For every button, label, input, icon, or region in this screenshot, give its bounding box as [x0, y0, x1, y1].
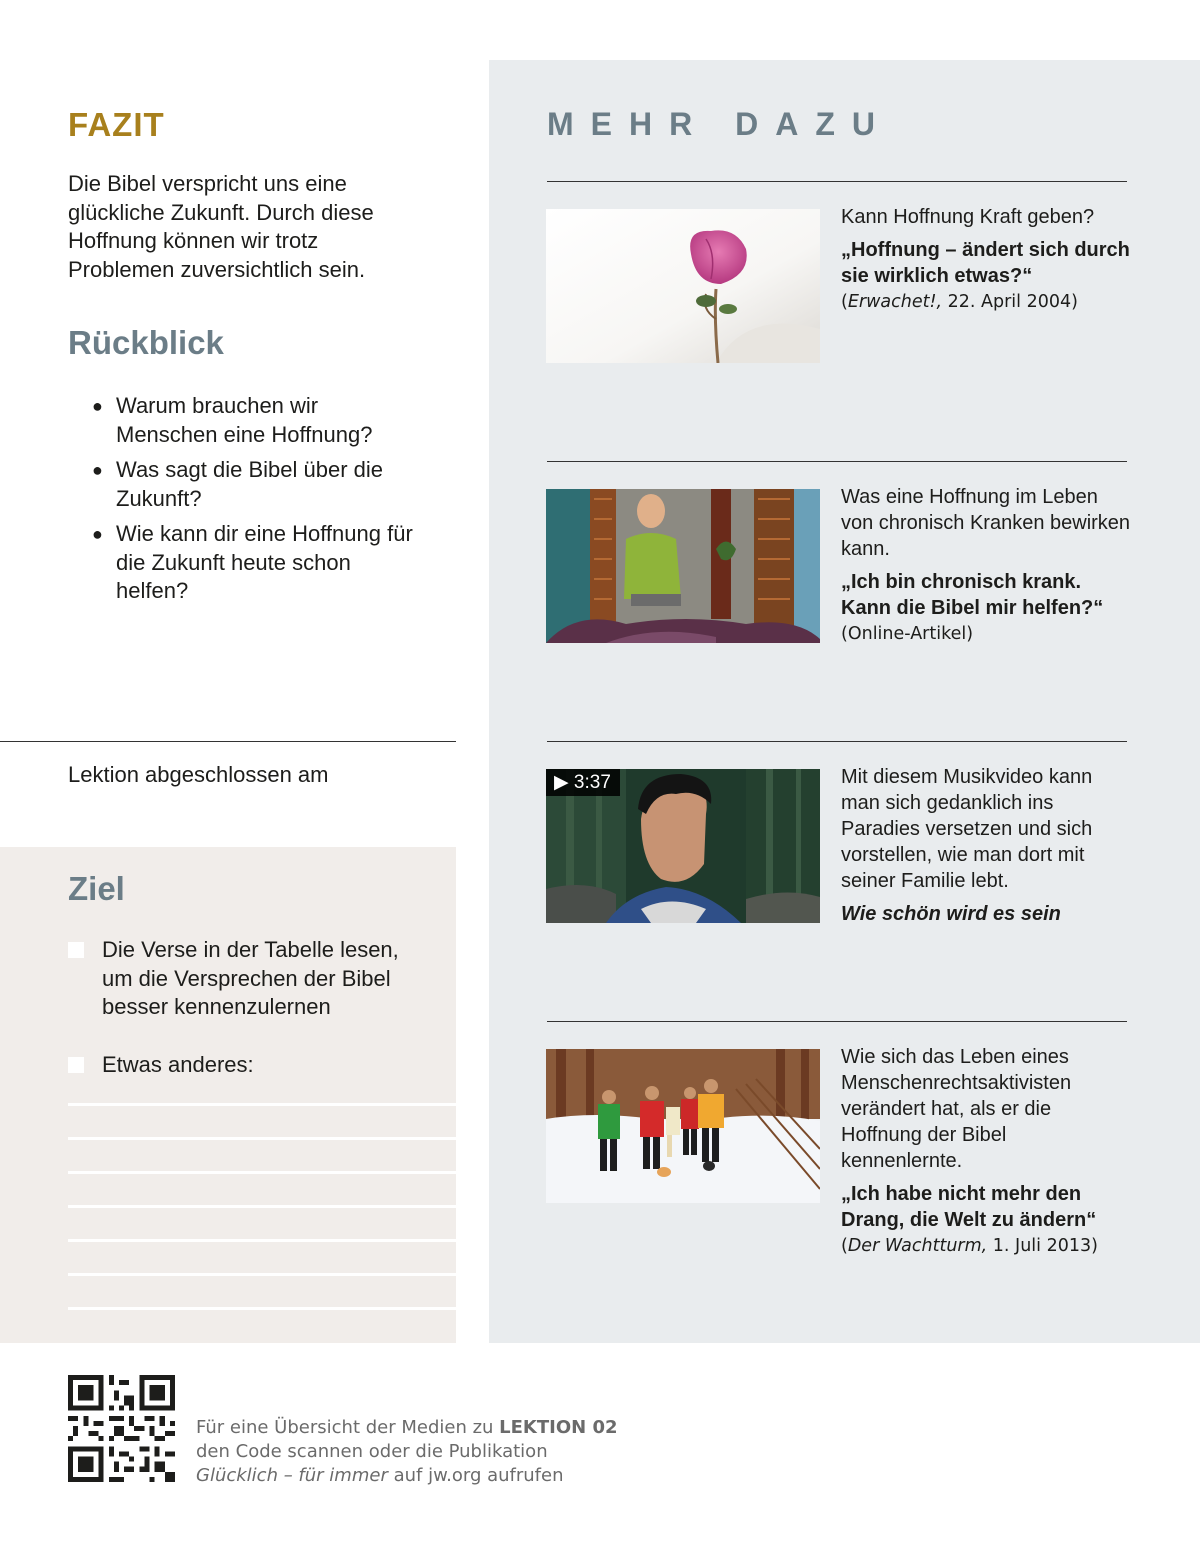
- media-title-link[interactable]: Wie schön wird es sein: [841, 903, 1061, 925]
- media-title-link[interactable]: „Ich bin chronisch krank. Kann die Bibel mir helfen?“: [841, 571, 1104, 619]
- media-entry-text: [841, 764, 1131, 927]
- ziel-heading: Ziel: [68, 870, 125, 907]
- bullet-icon: ●: [92, 460, 103, 480]
- play-icon: ▶: [554, 772, 569, 793]
- bullet-icon: ●: [92, 524, 103, 544]
- bullet-icon: ●: [92, 396, 103, 416]
- media-title-link[interactable]: „Ich habe nicht mehr den Drang, die Welt zu ändern“: [841, 1183, 1097, 1231]
- divider: [547, 181, 1127, 182]
- media-source: (Online-Artikel): [841, 624, 974, 644]
- divider: [547, 741, 1127, 742]
- checkbox[interactable]: [68, 942, 84, 958]
- media-source: (Erwachet!, 22. April 2004): [841, 292, 1078, 312]
- media-intro: Kann Hoffnung Kraft geben?: [841, 206, 1095, 228]
- fazit-heading: FAZIT: [68, 106, 165, 143]
- list-item: ● Wie kann dir eine Hoffnung für die Zukunft heute schon helfen?: [92, 521, 413, 603]
- write-line[interactable]: [68, 1205, 456, 1208]
- rueckblick-heading: Rückblick: [68, 324, 224, 361]
- divider: [547, 1021, 1127, 1022]
- media-entry-text: [841, 204, 1131, 315]
- write-line[interactable]: [68, 1137, 456, 1140]
- media-entry-text: [841, 484, 1131, 647]
- lesson-completed-label: Lektion abgeschlossen am: [68, 762, 329, 787]
- ziel-option-other[interactable]: Etwas anderes:: [68, 1051, 428, 1080]
- ziel-box: [0, 847, 456, 1343]
- ziel-option-verses[interactable]: Die Verse in der Tabelle lesen, um die Versprechen der Bibel besser kennenzulernen: [68, 936, 428, 1022]
- write-line[interactable]: [68, 1103, 456, 1106]
- media-title-link[interactable]: „Hoffnung – ändert sich durch sie wirklich etwas?“: [841, 239, 1130, 287]
- man-window-image[interactable]: [546, 489, 820, 643]
- write-line[interactable]: [68, 1239, 456, 1242]
- fazit-text: Die Bibel verspricht uns eine glückliche Zukunft. Durch diese Hoffnung können wir trotz Problemen zuversichtlich sein.: [68, 171, 374, 282]
- list-item: ● Warum brauchen wir Menschen eine Hoffnung?: [92, 393, 373, 447]
- media-intro: Wie sich das Leben eines Menschenrechtsaktivisten verändert hat, als er die Hoffnung der Bibel kennenlernte.: [841, 1046, 1072, 1172]
- divider: [0, 741, 456, 742]
- qr-code-icon[interactable]: [68, 1375, 175, 1482]
- footer-note: Für eine Übersicht der Medien zu LEKTION 02 den Code scannen oder die Publikation Glücklich – für immer auf jw.org aufrufen: [196, 1417, 618, 1486]
- media-source: (Der Wachtturm, 1. Juli 2013): [841, 1236, 1098, 1256]
- divider: [547, 461, 1127, 462]
- write-line[interactable]: [68, 1273, 456, 1276]
- mehr-dazu-heading: MEHR DAZU: [547, 106, 892, 142]
- write-line[interactable]: [68, 1307, 456, 1310]
- list-item: ● Was sagt die Bibel über die Zukunft?: [92, 457, 383, 511]
- write-line[interactable]: [68, 1171, 456, 1174]
- media-intro: Mit diesem Musikvideo kann man sich gedanklich ins Paradies versetzen und sich vorstellen, wie man dort mit seiner Familie lebt.: [841, 766, 1093, 892]
- media-entry-text: [841, 1044, 1131, 1259]
- flower-image[interactable]: [546, 209, 820, 363]
- snow-walk-image[interactable]: [546, 1049, 820, 1203]
- media-intro: Was eine Hoffnung im Leben von chronisch Kranken bewirken kann.: [841, 486, 1131, 560]
- checkbox[interactable]: [68, 1057, 84, 1073]
- rueckblick-list: [92, 392, 422, 613]
- video-duration-badge[interactable]: ▶ 3:37: [546, 769, 620, 796]
